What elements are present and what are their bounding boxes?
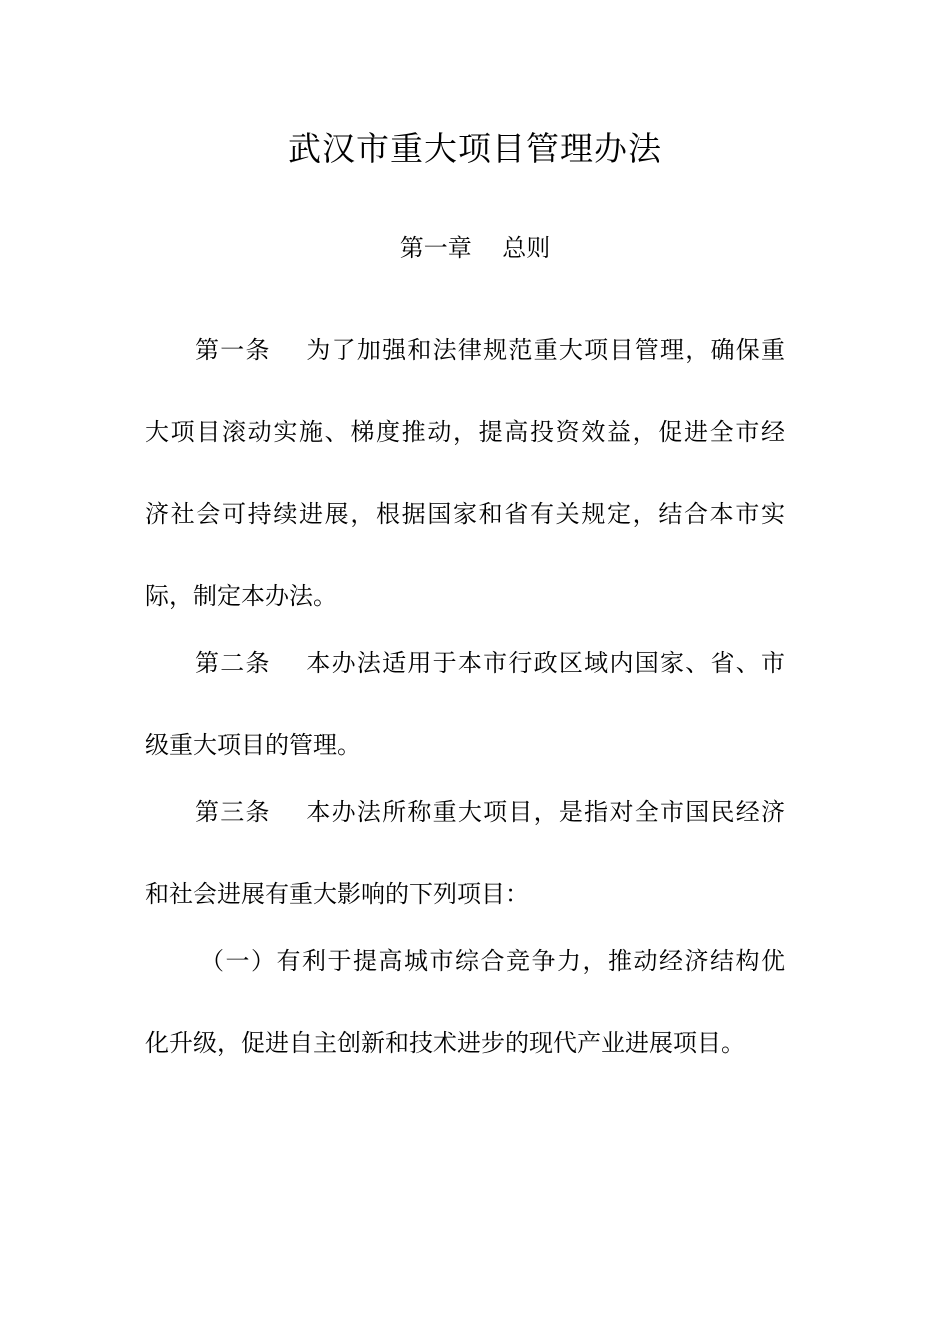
article-1-line-1: 第一条 为了加强和法律规范重大项目管理，确保重	[195, 336, 785, 364]
item-1-line-2: 化升级，促进自主创新和技术进步的现代产业进展项目。	[145, 1029, 745, 1057]
item-1-line-1: （一）有利于提高城市综合竞争力，推动经济结构优	[200, 947, 785, 975]
article-3-line-2: 和社会进展有重大影响的下列项目：	[145, 880, 529, 908]
article-2-line-1: 第二条 本办法适用于本市行政区域内国家、省、市	[195, 649, 785, 677]
article-1-line-2: 大项目滚动实施、梯度推动，提高投资效益，促进全市经	[145, 418, 785, 446]
article-1-line-3: 济社会可持续进展，根据国家和省有关规定，结合本市实	[145, 500, 785, 528]
article-2-line-2: 级重大项目的管理。	[145, 731, 361, 759]
article-3-line-1: 第三条 本办法所称重大项目，是指对全市国民经济	[195, 798, 785, 826]
article-1-line-4: 际，制定本办法。	[145, 582, 337, 610]
document-title: 武汉市重大项目管理办法	[288, 129, 662, 168]
chapter-heading: 第一章 总则	[399, 234, 551, 262]
